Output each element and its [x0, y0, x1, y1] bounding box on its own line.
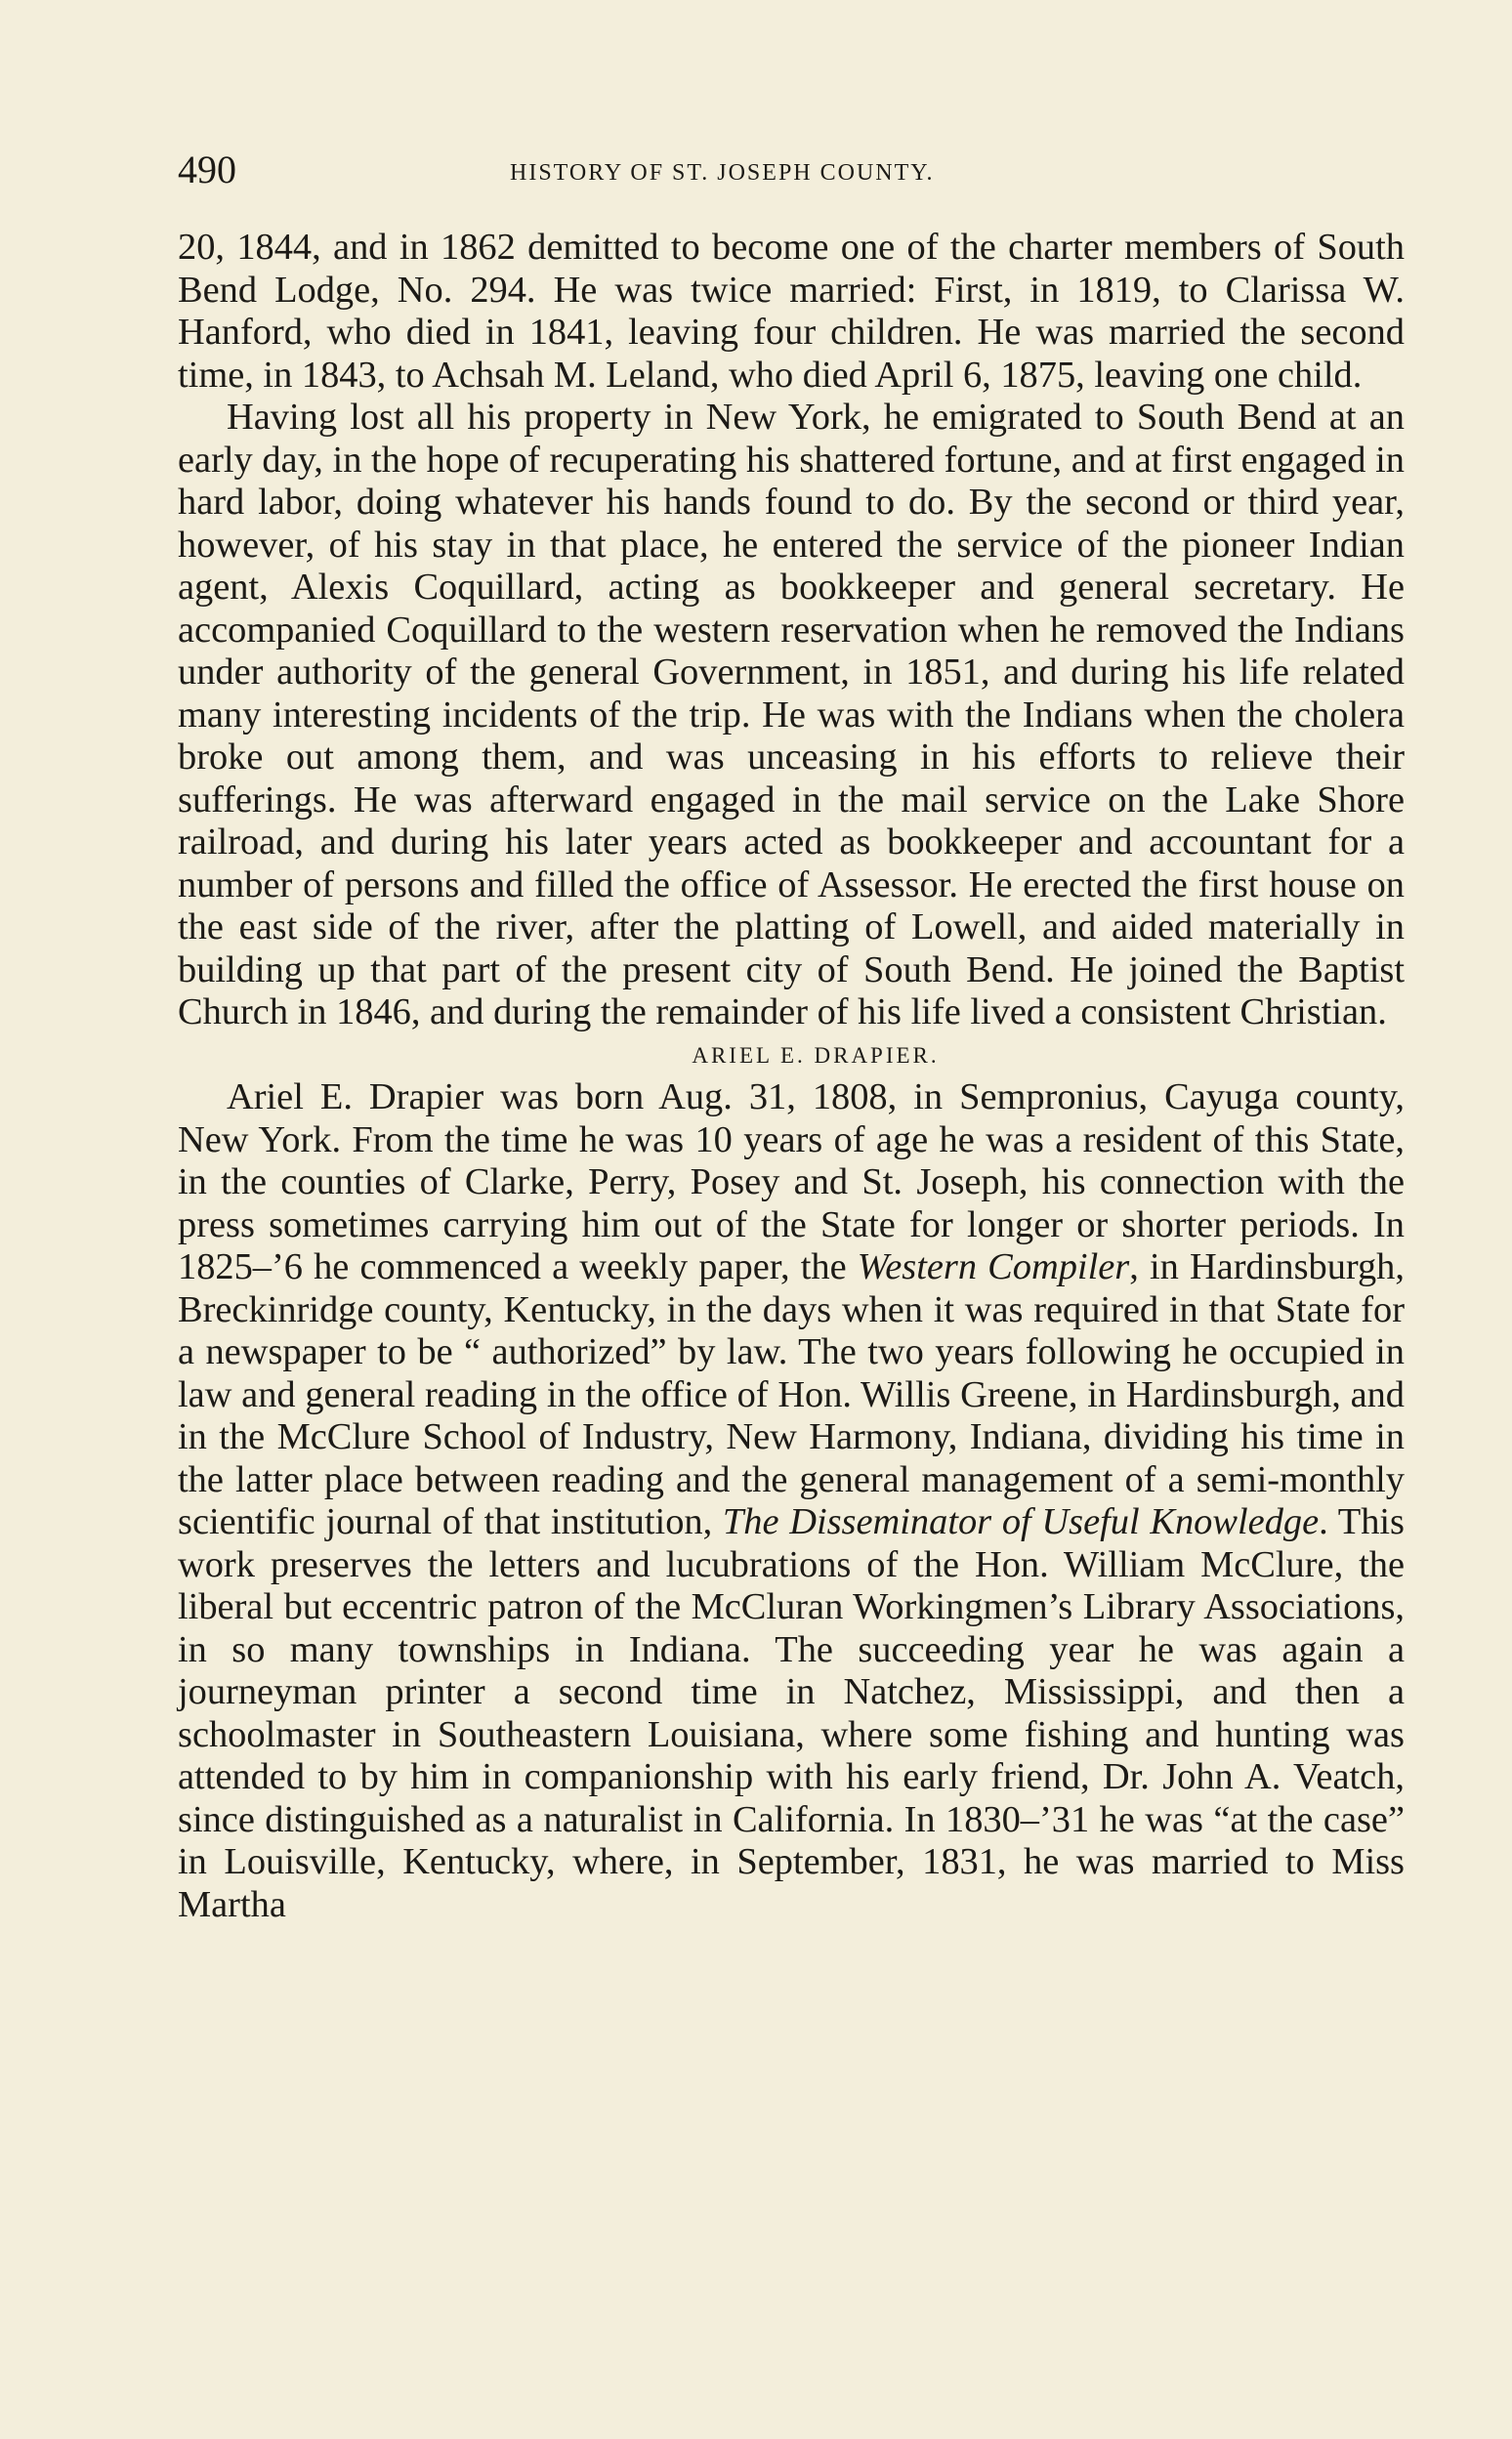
running-title: HISTORY OF ST. JOSEPH COUNTY.	[510, 160, 935, 186]
drapier-text-part2: , in Hardinsburgh, Breckinridge county, Kentucky, in the days when it was required in that State for a newspaper to be “ authorized” by law. The two years following he occupied in law and general reading in the office of Hon. Willis Greene, in Hardinsburgh, and in the McClure School of Industry, New Harmony, Indiana, dividing his time in the latter place between reading and the general management of a semi-monthly scientific journal of that institution,	[178, 1246, 1405, 1542]
paragraph-property: Having lost all his property in New York, he emigrated to South Bend at an early day, in the hope of recuperating his shattered fortune, and at first engaged in hard labor, doing whatever his hands found to do. By the second or third year, however, of his stay in that place, he entered the service of the pioneer Indian agent, Alexis Coquillard, acting as bookkeeper and general secretary. He accompanied Coquillard to the western reservation when he removed the Indians under authority of the general Government, in 1851, and during his life related many interesting incidents of the trip. He was with the Indians when the cholera broke out among them, and was unceasing in his efforts to relieve their sufferings. He was afterward engaged in the mail service on the Lake Shore railroad, and during his later years acted as bookkeeper and accountant for a number of persons and filled the office of Assessor. He erected the first house on the east side of the river, after the platting of Lowell, and aided materially in building up that part of the present city of South Bend. He joined the Baptist Church in 1846, and during the remainder of his life lived a consistent Christian.	[178, 397, 1405, 1032]
drapier-text-part1: Ariel E. Drapier was born Aug. 31, 1808, in Sempronius, Cayuga county, New York. From the time he was 10 years of age he was a resident of this State, in the counties of Clarke, Perry, Posey and St. Joseph, his connection with the press sometimes carrying him out of the State for longer or shorter periods. In 1825–’6 he commenced a weekly paper, the	[178, 1076, 1405, 1287]
body-text	[178, 227, 1405, 1926]
page-header	[178, 147, 1399, 205]
section-heading: ARIEL E. DRAPIER.	[692, 1042, 940, 1068]
journal-title: The Disseminator of Useful Knowledge	[722, 1501, 1320, 1542]
drapier-text-part3: . This work preserves the letters and lucubrations of the Hon. William McClure, the liberal but eccentric patron of the McCluran Workingmen’s Library Associations, in so many townships in Indiana. The succeeding year he was again a journeyman printer a second time in Natchez, Mississippi, and then a schoolmaster in Southeastern Louisiana, where some fishing and hunting was attended to by him in companionship with his early friend, Dr. John A. Veatch, since distinguished as a naturalist in California. In 1830–’31 he was “at the case” in Louisville, Kentucky, where, in September, 1831, he was married to Miss Martha	[178, 1501, 1406, 1925]
page-number: 490	[178, 147, 236, 191]
paper-title: Western Compiler	[857, 1246, 1130, 1287]
paragraph-continuation: 20, 1844, and in 1862 demitted to become one of the charter members of South Bend Lodge, No. 294. He was twice married: First, in 1819, to Clarissa W. Hanford, who died in 1841, leaving four children. He was married the second time, in 1843, to Achsah M. Leland, who died April 6, 1875, leaving one child.	[178, 227, 1405, 396]
paragraph-drapier	[178, 1076, 1405, 1926]
